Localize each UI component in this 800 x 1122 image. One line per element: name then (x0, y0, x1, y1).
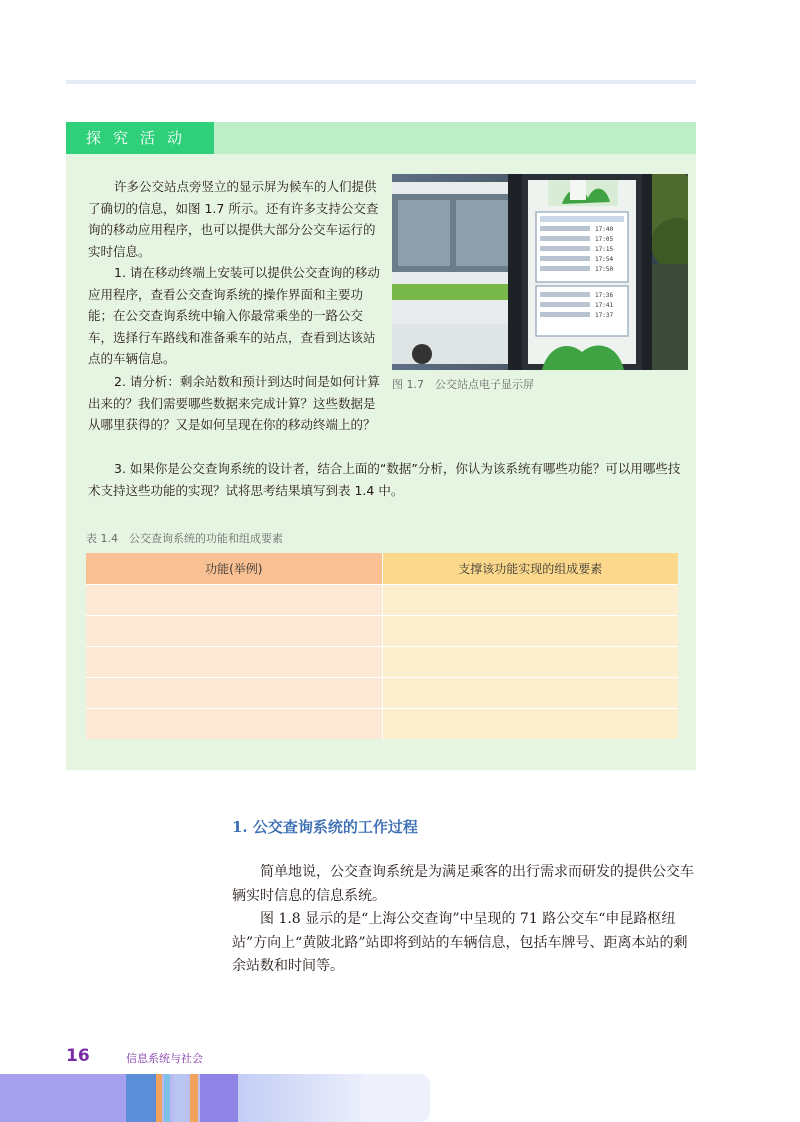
function-table (86, 553, 678, 739)
activity-question-2: 2. 请分析：剩余站数和预计到达时间是如何计算出来的？我们需要哪些数据来完成计算？这些数据是从哪里获得的？又是如何呈现在你的移动终端上的？ (88, 374, 380, 432)
section-heading: 1. 公交查询系统的工作过程 (232, 818, 418, 836)
footer-book-title: 信息系统与社会 (126, 1052, 203, 1065)
table-header-function: 功能(举例) (86, 553, 382, 584)
table-cell[interactable] (86, 584, 382, 615)
display-time-3: 17:15 (595, 246, 614, 253)
activity-intro: 许多公交站点旁竖立的显示屏为候车的人们提供了确切的信息，如图 1.7 所示。还有许多支持公交查询的移动应用程序，也可以提供大部分公交车运行的实时信息。 (88, 179, 379, 259)
table-row (86, 708, 678, 739)
top-rule (66, 80, 696, 84)
table-header-elements: 支撑该功能实现的组成要素 (382, 553, 678, 584)
table-cell[interactable] (86, 646, 382, 677)
table-cell[interactable] (382, 584, 678, 615)
table-cell[interactable] (382, 677, 678, 708)
activity-question-1: 1. 请在移动终端上安装可以提供公交查询的移动应用程序，查看公交查询系统的操作界面和主要功能；在公交查询系统中输入你最常乘坐的一路公交车，选择行车路线和准备乘车的站点，查看到达该站点的车辆信息。 (88, 265, 380, 366)
table-cell[interactable] (86, 615, 382, 646)
activity-title: 探究活动 (66, 122, 214, 154)
table-row (86, 584, 678, 615)
page-number: 16 (66, 1046, 90, 1066)
activity-question-3: 3. 如果你是公交查询系统的设计者，结合上面的“数据”分析，你认为该系统有哪些功能？可以用哪些技术支持这些功能的实现？试将思考结果填写到表 1.4 中。 (88, 461, 681, 498)
table-cell[interactable] (86, 677, 382, 708)
body-paragraph-2: 图 1.8 显示的是“上海公交查询”中呈现的 71 路公交车“申昆路枢纽站”方向上“黄陂北路”站即将到站的车辆信息，包括车牌号、距离本站的剩余站数和时间等。 (232, 911, 688, 974)
table-row (86, 677, 678, 708)
display-time-5: 17:50 (595, 266, 614, 273)
table-cell[interactable] (86, 708, 382, 739)
figure-caption: 图 1.7 公交站点电子显示屏 (392, 378, 534, 391)
table-caption: 表 1.4 公交查询系统的功能和组成要素 (86, 532, 283, 545)
table-cell[interactable] (382, 708, 678, 739)
bus-stop-display-photo (392, 174, 688, 370)
display-time-4: 17:54 (595, 256, 614, 263)
display-time-7: 17:41 (595, 302, 614, 309)
table-row (86, 646, 678, 677)
display-time-6: 17:36 (595, 292, 614, 299)
table-cell[interactable] (382, 615, 678, 646)
display-time-8: 17:37 (595, 312, 614, 319)
footer-decorative-band (0, 1074, 800, 1122)
display-time-2: 17:05 (595, 236, 614, 243)
table-cell[interactable] (382, 646, 678, 677)
body-paragraph-1: 简单地说，公交查询系统是为满足乘客的出行需求而研发的提供公交车辆实时信息的信息系统。 (232, 864, 694, 904)
display-time-1: 17:40 (595, 226, 614, 233)
table-header-row (86, 553, 678, 584)
table-row (86, 615, 678, 646)
